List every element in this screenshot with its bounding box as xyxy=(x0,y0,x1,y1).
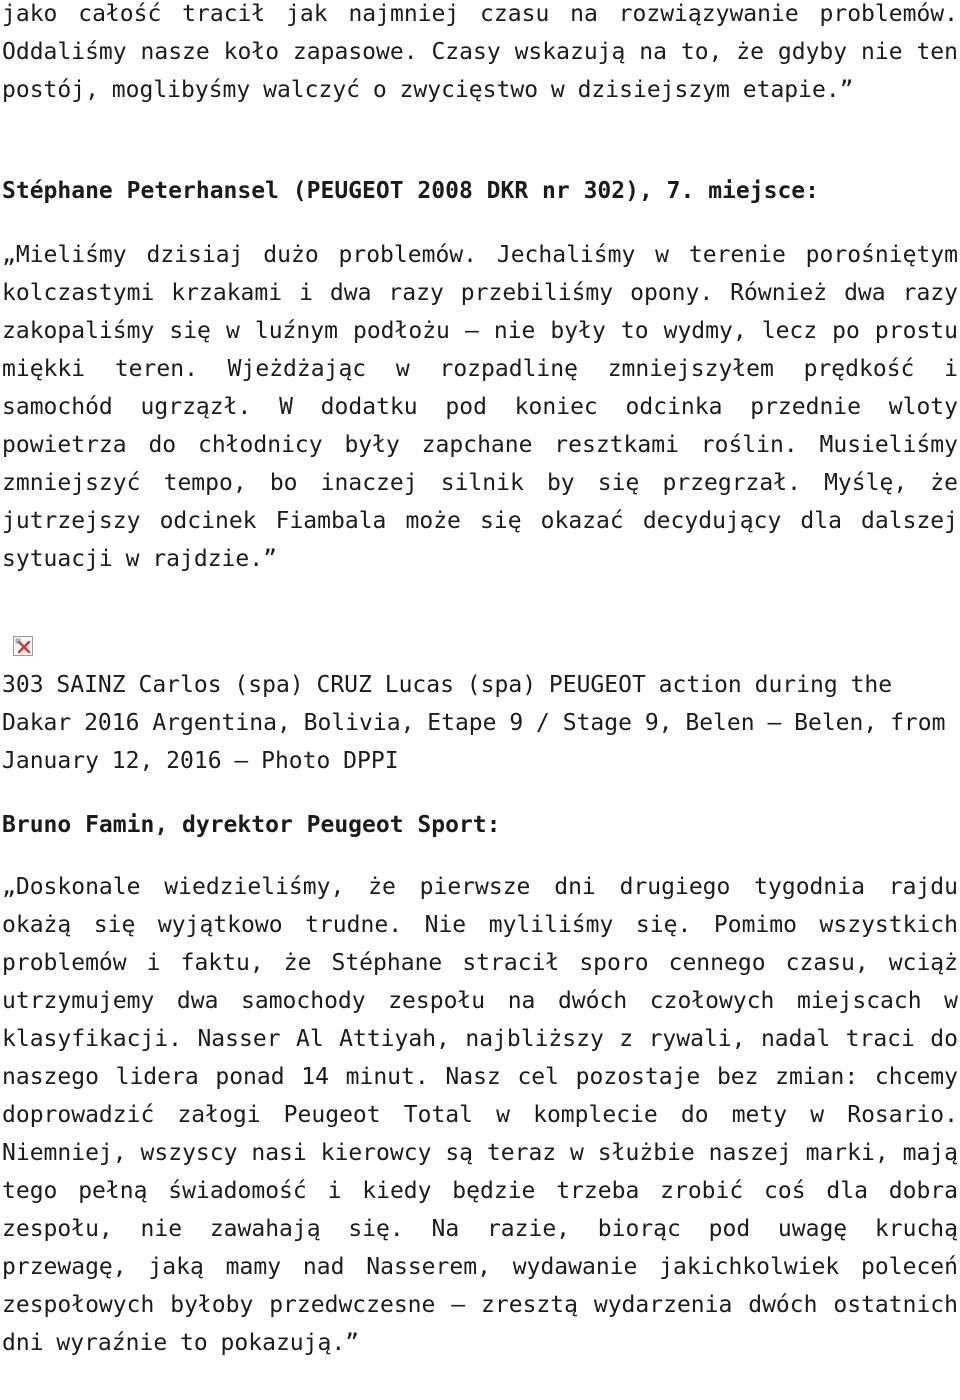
heading-peterhansel: Stéphane Peterhansel (PEUGEOT 2008 DKR nr 302), 7. miejsce: xyxy=(2,178,819,204)
heading-famin: Bruno Famin, dyrektor Peugeot Sport: xyxy=(2,812,501,838)
image-caption: 303 SAINZ Carlos (spa) CRUZ Lucas (spa) PEUGEOT action during the Dakar 2016 Argentina, Bolivia, Etape 9 / Stage 9, Belen – Belen, from January 12, 2016 – Photo DPPI xyxy=(2,672,946,774)
quote-peterhansel: „Mieliśmy dzisiaj dużo problemów. Jechaliśmy w terenie porośniętym kolczastymi krzakami i dwa razy przebiliśmy opony. Również dwa razy zakopaliśmy się w luźnym podłożu – nie były to wydmy, lecz po prostu miękki teren. Wjeżdżając w rozpadlinę zmniejszyłem prędkość i samochód ugrzązł. W dodatku pod koniec odcinka przednie wloty powietrza do chłodnicy były zapchane resztkami roślin. Musieliśmy zmniejszyć tempo, bo inaczej silnik by się przegrzał. Myślę, że jutrzejszy odcinek Fiambala może się okazać decydujący dla dalszej sytuacji w rajdzie.” xyxy=(2,242,958,572)
broken-image-x-icon xyxy=(14,637,32,655)
paragraph-intro: jako całość tracił jak najmniej czasu na rozwiązywanie problemów. Oddaliśmy nasze koło zapasowe. Czasy wskazują na to, że gdyby nie ten postój, moglibyśmy walczyć o zwycięstwo w dzisiejszym etapie.” xyxy=(2,1,958,103)
broken-image-icon[interactable] xyxy=(13,636,33,656)
quote-famin: „Doskonale wiedzieliśmy, że pierwsze dni drugiego tygodnia rajdu okażą się wyjątkowo trudne. Nie myliliśmy się. Pomimo wszystkich problemów i faktu, że Stéphane stracił sporo cennego czasu, wciąż utrzymujemy dwa samochody zespołu na dwóch czołowych miejscach w klasyfikacji. Nasser Al Attiyah, najbliższy z rywali, nadal traci do naszego lidera ponad 14 minut. Nasz cel pozostaje bez zmian: chcemy doprowadzić załogi Peugeot Total w komplecie do mety w Rosario. Niemniej, wszyscy nasi kierowcy są teraz w służbie naszej marki, mają tego pełną świadomość i kiedy będzie trzeba zrobić coś dla dobra zespołu, nie zawahają się. Na razie, biorąc pod uwagę kruchą przewagę, jaką mamy nad Nasserem, wydawanie jakichkolwiek poleceń zespołowych byłoby przedwczesne – zresztą wydarzenia dwóch ostatnich dni wyraźnie to pokazują.” xyxy=(2,874,958,1356)
